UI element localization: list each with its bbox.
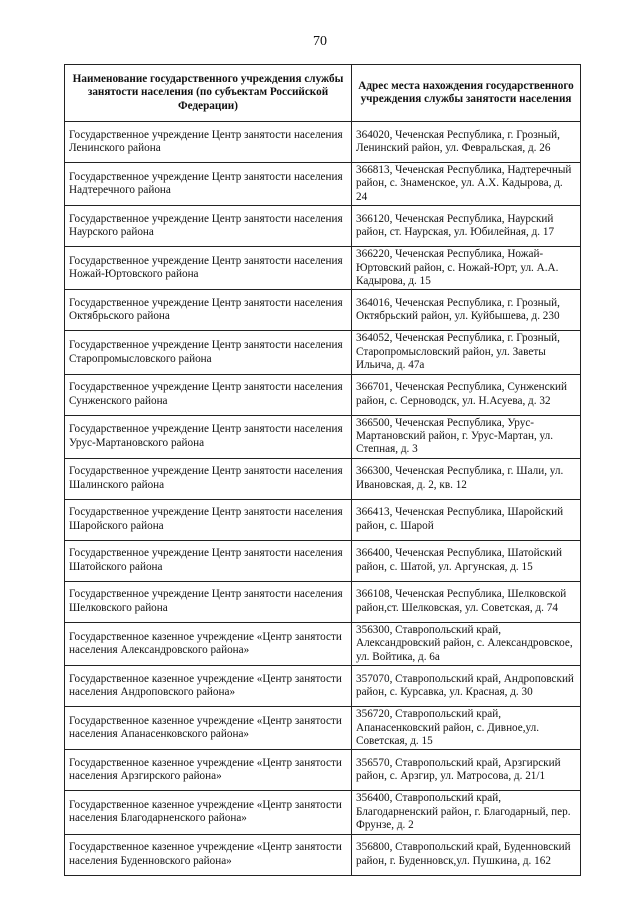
table-row	[65, 458, 581, 499]
table-row	[65, 750, 581, 791]
table-row	[65, 540, 581, 581]
institution-address: 366300, Чеченская Республика, г. Шали, ул. Ивановская, д. 2, кв. 12	[352, 458, 581, 499]
institution-name: Государственное учреждение Центр занятости населения Ленинского района	[65, 122, 352, 163]
institution-address: 356300, Ставропольский край, Александровский район, с. Александровское, ул. Войтика, д. 6а	[352, 622, 581, 665]
institution-name: Государственное учреждение Центр занятости населения Ножай-Юртовского района	[65, 247, 352, 290]
institution-name: Государственное учреждение Центр занятости населения Шаройского района	[65, 499, 352, 540]
column-header-address: Адрес места нахождения государственного учреждения службы занятости населения	[352, 65, 581, 122]
page-number: 70	[313, 34, 327, 49]
table-row	[65, 331, 581, 374]
table-row	[65, 834, 581, 875]
institution-address: 366500, Чеченская Республика, Урус-Мартановский район, г. Урус-Мартан, ул. Степная, д. 3	[352, 415, 581, 458]
institution-name: Государственное учреждение Центр занятости населения Урус-Мартановского района	[65, 415, 352, 458]
institution-name: Государственное учреждение Центр занятости населения Наурского района	[65, 206, 352, 247]
institution-name: Государственное казенное учреждение «Центр занятости населения Арзгирского района»	[65, 750, 352, 791]
institution-address: 356400, Ставропольский край, Благодарненский район, г. Благодарный, пер. Фрунзе, д. 2	[352, 791, 581, 834]
table-row	[65, 206, 581, 247]
institution-address: 364052, Чеченская Республика, г. Грозный, Старопромысловский район, ул. Заветы Ильича, д. 47а	[352, 331, 581, 374]
table-row	[65, 290, 581, 331]
institution-name: Государственное учреждение Центр занятости населения Октябрьского района	[65, 290, 352, 331]
institution-address: 364020, Чеченская Республика, г. Грозный, Ленинский район, ул. Февральская, д. 26	[352, 122, 581, 163]
institution-address: 366108, Чеченская Республика, Шелковской район,ст. Шелковская, ул. Советская, д. 74	[352, 581, 581, 622]
institution-name: Государственное учреждение Центр занятости населения Шелковского района	[65, 581, 352, 622]
table-row	[65, 707, 581, 750]
table-row	[65, 499, 581, 540]
table-row	[65, 791, 581, 834]
column-header-name: Наименование государственного учреждения службы занятости населения (по субъектам Российской Федерации)	[65, 65, 352, 122]
table-row	[65, 581, 581, 622]
institution-address: 366220, Чеченская Республика, Ножай-Юртовский район, с. Ножай-Юрт, ул. А.А. Кадырова, д. 15	[352, 247, 581, 290]
institution-address: 366120, Чеченская Республика, Наурский район, ст. Наурская, ул. Юбилейная, д. 17	[352, 206, 581, 247]
institution-address: 356570, Ставропольский край, Арзгирский район, с. Арзгир, ул. Матросова, д. 21/1	[352, 750, 581, 791]
institution-name: Государственное учреждение Центр занятости населения Шалинского района	[65, 458, 352, 499]
institution-address: 366400, Чеченская Республика, Шатойский район, с. Шатой, ул. Аргунская, д. 15	[352, 540, 581, 581]
table-row	[65, 666, 581, 707]
institution-address: 356800, Ставропольский край, Буденновский район, г. Буденновск,ул. Пушкина, д. 162	[352, 834, 581, 875]
institution-address: 356720, Ставропольский край, Апанасенковский район, с. Дивное,ул. Советская, д. 15	[352, 707, 581, 750]
institution-name: Государственное учреждение Центр занятости населения Шатойского района	[65, 540, 352, 581]
institution-name: Государственное учреждение Центр занятости населения Надтеречного района	[65, 163, 352, 206]
institution-name: Государственное учреждение Центр занятости населения Старопромысловского района	[65, 331, 352, 374]
institution-name: Государственное казенное учреждение «Центр занятости населения Благодарненского района»	[65, 791, 352, 834]
table-row	[65, 247, 581, 290]
institution-address: 366413, Чеченская Республика, Шаройский район, с. Шарой	[352, 499, 581, 540]
institution-address: 357070, Ставропольский край, Андроповский район, с. Курсавка, ул. Красная, д. 30	[352, 666, 581, 707]
institution-name: Государственное казенное учреждение «Центр занятости населения Буденновского района»	[65, 834, 352, 875]
institution-name: Государственное казенное учреждение «Центр занятости населения Александровского района»	[65, 622, 352, 665]
institution-name: Государственное казенное учреждение «Центр занятости населения Андроповского района»	[65, 666, 352, 707]
institution-address: 366701, Чеченская Республика, Сунженский район, с. Серноводск, ул. Н.Асуева, д. 32	[352, 374, 581, 415]
table-row	[65, 374, 581, 415]
table-row	[65, 163, 581, 206]
table-row	[65, 415, 581, 458]
institution-address: 364016, Чеченская Республика, г. Грозный, Октябрьский район, ул. Куйбышева, д. 230	[352, 290, 581, 331]
table-header-row	[65, 65, 581, 122]
institution-name: Государственное казенное учреждение «Центр занятости населения Апанасенковского района»	[65, 707, 352, 750]
table-row	[65, 122, 581, 163]
table-row	[65, 622, 581, 665]
employment-centers-table	[64, 64, 581, 876]
institution-address: 366813, Чеченская Республика, Надтеречный район, с. Знаменское, ул. А.Х. Кадырова, д. 24	[352, 163, 581, 206]
institution-name: Государственное учреждение Центр занятости населения Сунженского района	[65, 374, 352, 415]
